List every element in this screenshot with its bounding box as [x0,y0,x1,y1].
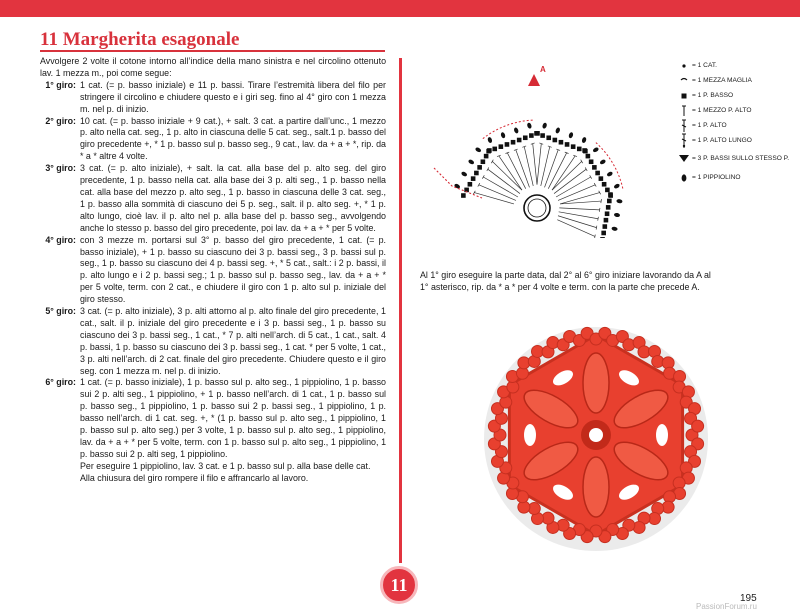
single-crochet-stitch [546,135,551,140]
picot-stitch [513,127,519,134]
picot-stitch [526,122,532,129]
legend-item [676,58,796,73]
legend-label: = 1 MEZZA MAGLIA [692,76,752,84]
single-crochet-stitch [606,205,611,210]
column-divider [399,58,402,563]
round-4 [40,235,386,306]
single-crochet-stitch [601,231,606,236]
top-banner [0,0,800,17]
single-crochet-stitch [582,148,587,153]
single-crochet-stitch [605,211,610,216]
round-1 [40,80,386,116]
round-text: 1 cat. (= p. basso iniziale), 1 p. basso sul p. alto seg., 1 pippiolino, 1 p. basso sui 2 p. alti seg., 1 pippiolino, + 1 p. basso nell’arch. di 1 cat., 1 p. basso sul p. basso seg., 1 pippiolino, 1 p. basso sui 2 p. bassi seg., 1 pippiolino, 1 p. basso nell’arch. di 1 cat. seg. +, * (1 p. basso sul p. alto seg., 1 pippiolino, 1 p. basso sul p. alto seg.) per 3 volte, 1 p. basso sul p. alto seg., 1 pippiolino, lav. da + a + * per 5 volte, term. con 1 p. basso sul p. alto seg., 1 pippiolino, 1 p. basso sui 2 p. alti seg, 1 pippiolino. [80,377,386,459]
single-crochet-stitch [553,138,558,143]
single-crochet-stitch [604,218,609,223]
picot-stitch [454,183,461,189]
legend-item [676,88,796,103]
legend-item [676,73,796,88]
picot-stitch [606,171,613,177]
picot-stitch [500,132,506,139]
stitch-crossbar [601,199,602,203]
picot-stitch [581,137,587,144]
stitch-crossbar [596,226,597,230]
stitch-crossbar [581,160,583,163]
single-crochet-square-icon [676,91,692,101]
double-crochet-stitch [474,193,514,204]
double-crochet-stitch [548,153,566,189]
picot-stitch [614,213,621,218]
single-crochet-stitch [565,142,570,147]
round-text: 10 cat. (= p. basso iniziale + 9 cat.), + salt. 3 cat. a partire dall’unc., 1 mezzo p. alto nella cat. seg., 1 p. alto in ciascuna delle 5 cat. seg., salt.1 p. basso del giro precedente +, * 1 p. basso sul p. basso seg., 9 cat., lav. da + a + *, rip. da * a * altre 4 volte. [80,115,386,162]
legend-item [676,170,796,185]
legend-label: = 1 PIPPIOLINO [692,173,741,181]
single-crochet-stitch [559,140,564,145]
round-2 [40,116,386,164]
single-crochet-stitch [471,176,476,181]
picot-stitch [616,199,623,204]
center-ring-inner [528,199,546,217]
legend-label: = 1 P. ALTO LUNGO [692,136,752,144]
stitch-crossbar [482,175,484,178]
legend-label: = 1 MEZZO P. ALTO [692,106,752,114]
double-crochet-stitch [559,208,599,210]
intro-paragraph: Avvolgere 2 volte il cotone intorno all’indice della mano sinistra e nel circolino ottenuto lav. 1 mezza m., poi come segue: [40,56,386,78]
single-crochet-stitch [468,182,473,187]
single-crochet-stitch [529,133,534,138]
doily-edge-picot [692,420,704,432]
single-crochet-stitch [607,199,612,204]
chain-dot-icon [676,61,692,71]
start-arrow [528,74,540,86]
round-text: 3 cat. (= p. alto iniziale), 3 p. alti attorno al p. alto finale del giro precedente, 1 cat., salt. il p. iniziale del giro precedente e i 3 p. bassi seg., 1 p. basso su ciascuno dei 3 p. bassi seg., 1 cat., * 7 p. alti nell’arch. di 5 cat., 1 cat., salt. 4 p. bassi, 1 p. basso su ciascuno dei 3 p. bassi seg., 1 cat. * per 5 volte, 1 cat., 3 p. alti nell’arch. di 2 cat. finale del giro precedente. Chiudere questo e il giro seg. con 1 mezza m. nel p. di inizio. [80,306,386,376]
round-text: 1 cat. (= p. basso iniziale) e 11 p. bassi. Tirare l’estremità libera del filo per stringere il circolino e chiudere questo e i giri seg. fino al 4° giro con 1 mezza m. nel p. di inizio. [80,79,386,114]
single-crochet-stitch [474,171,479,176]
legend-label: = 3 P. BASSI SULLO STESSO P. [692,155,790,162]
single-crochet-stitch [534,131,539,136]
picot-note: Per eseguire 1 pippiolino, lav. 3 cat. e 1 p. basso sul p. alla base delle cat. [80,460,371,471]
round-text: 3 cat. (= p. alto iniziale), + salt. la cat. alla base del p. alto seg. del giro precedente, 1 p. basso nella cat. alla base dei 3 p. alti seg., 1 p. basso nella cat. alla base del mezzo p. alto seg., 1 p. basso in ciascuna delle 3 cat. seg., 1 p. basso alla sommità di ciascuno dei 5 p. seg., salt. il p. alto seg. +, * 1 p. alto lungo, cioè lav. il p. alto nel p. alla base del p. basso seg., avvolgendo anche lo stesso p. basso del giro precedente, poi lav. da + a + * per 5 volte. [80,163,386,233]
double-crochet-stitch [552,156,575,190]
single-crochet-stitch [523,135,528,140]
single-crochet-stitch [477,165,482,170]
doily-petal [583,353,609,413]
legend-label: = 1 CAT. [692,61,717,69]
legend-label: = 1 P. ALTO [692,121,727,129]
stitch-crossbar [595,235,596,238]
direction-arc [596,143,623,190]
single-crochet-stitch [603,224,608,229]
round-3 [40,163,386,234]
stitch-crossbar [491,160,493,163]
round-label: 5° giro: [45,306,76,317]
double-crochet-icon [676,119,692,133]
round-label: 3° giro: [45,163,76,174]
single-crochet-stitch [461,193,466,198]
picot-stitch [592,147,599,153]
double-crochet-stitch [541,147,550,186]
picot-stitch [475,147,482,153]
single-crochet-stitch [481,159,486,164]
three-sc-same-stitch-icon [676,153,692,165]
picot-stitch [568,132,574,139]
picot-stitch [542,122,548,129]
round-label: 1° giro: [45,79,76,90]
double-crochet-stitch [507,153,525,189]
round-text: con 3 mezze m. portarsi sul 3° p. basso del giro precedente, 1 cat. (= p. basso iniziale), + 1 p. basso su ciascuno dei 3 p. bassi seg., 3 p. bassi sul p. seg., 1 p. basso su ciascuno dei 4 p. bassi seg. +, * 5 cat., salt.: i 2 p. bassi, il p. alto lungo e i 2 p. bassi seg.; 1 p. basso sul p. basso seg., lav. da + a + * per 5 volte, term. con 2 cat., e chiudere il giro con 1 p. alto sul p. iniziale del giro stesso. [80,234,386,305]
page-title: 11 Margherita esagonale [40,29,240,50]
diagram-caption: Al 1° giro eseguire la parte data, dal 2° al 6° giro iniziare lavorando da A al 1° asterisco, rip. da * a * per 4 volte e term. con la parte che precede A. [420,270,711,292]
stitch-legend [676,58,796,185]
single-crochet-stitch [505,142,510,147]
single-crochet-stitch [595,171,600,176]
page-number: 195 [740,593,757,604]
picot-stitch [555,127,561,134]
single-crochet-stitch [592,165,597,170]
long-double-crochet-icon [676,133,692,149]
legend-item [676,103,796,118]
round-label: 4° giro: [45,234,76,245]
round-label: 6° giro: [45,377,76,388]
closing-note: Alla chiusura del giro rompere il filo e affrancarlo al lavoro. [80,472,309,483]
legend-item [676,133,796,148]
title-underline [40,50,385,52]
stitch-crossbar [585,167,587,170]
doily-gap [524,424,536,446]
single-crochet-stitch [602,182,607,187]
single-crochet-stitch [517,138,522,143]
doily-center-hole [589,428,603,442]
stitch-crossbar [599,208,600,212]
doily-photo [478,317,714,553]
crochet-chart [412,58,662,238]
legend-item [676,148,796,170]
legend-label: = 1 P. BASSO [692,91,734,99]
picot-stitch [599,159,606,165]
single-crochet-stitch [486,149,491,154]
single-crochet-stitch [540,133,545,138]
doily-gap [656,424,668,446]
round-5 [40,306,386,377]
double-crochet-stitch [537,144,541,185]
double-crochet-stitch [524,147,533,186]
watermark: PassionForum.ru [696,602,757,611]
double-crochet-stitch [557,220,595,237]
single-crochet-stitch [571,144,576,149]
instructions-column [40,56,386,485]
single-crochet-stitch [605,188,610,193]
single-crochet-stitch [600,237,605,238]
single-crochet-stitch [484,154,489,159]
single-crochet-stitch [586,154,591,159]
single-crochet-stitch [492,147,497,152]
chapter-badge: 11 [380,566,418,604]
single-crochet-stitch [511,140,516,145]
slip-stitch-arc-icon [676,76,692,86]
single-crochet-stitch [589,159,594,164]
round-6 [40,377,386,460]
picot-stitch [468,159,475,165]
double-crochet-stitch [533,144,537,185]
picot-icon [676,172,692,184]
single-crochet-stitch [577,147,582,152]
double-crochet-stitch [545,150,559,188]
round-label: 2° giro: [45,115,76,126]
legend-item [676,118,796,133]
double-crochet-stitch [499,156,522,190]
half-double-crochet-icon [676,104,692,118]
diagram-marker-a: A [540,65,546,74]
picot-stitch [611,226,618,231]
double-crochet-stitch [516,150,530,188]
single-crochet-stitch [599,176,604,181]
picot-stitch [613,183,620,189]
single-crochet-stitch [608,192,613,197]
picot-stitch [487,137,493,144]
stitch-crossbar [598,217,599,221]
single-crochet-stitch [499,144,504,149]
doily-petal [583,457,609,517]
stitch-crossbar [487,167,489,170]
picot-stitch [461,171,468,177]
